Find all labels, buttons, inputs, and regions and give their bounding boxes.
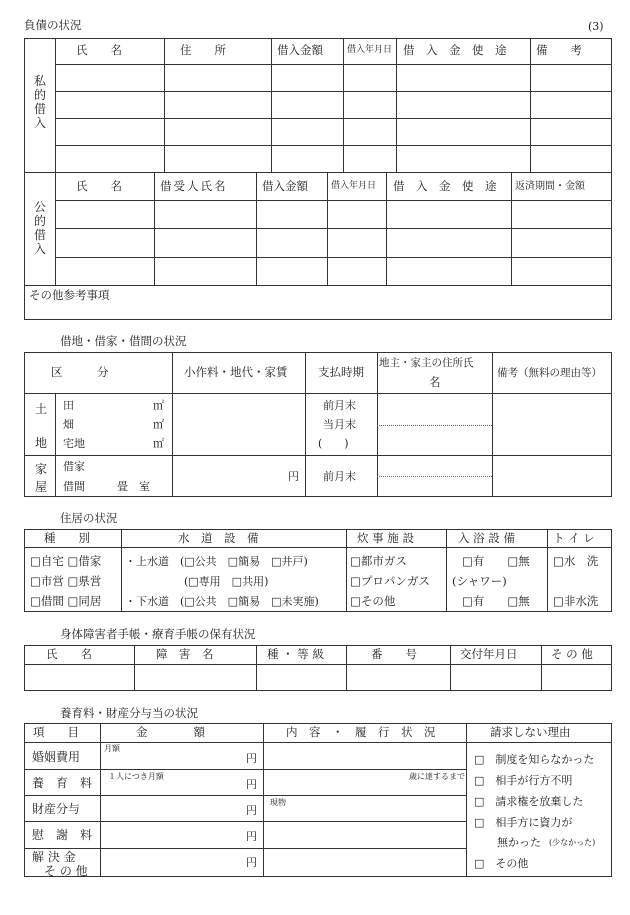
yen-4: 円 xyxy=(246,830,257,843)
public-header-amount: 借入金額 xyxy=(262,179,308,193)
housing-title: 住居の状況 xyxy=(60,511,118,525)
bath-yes-no[interactable]: □有 □無 xyxy=(462,554,530,568)
water-upper[interactable]: ・上水道 (□公共 □簡易 □井戸) xyxy=(125,555,308,568)
house-row-rented-room: 借間 xyxy=(63,480,85,493)
public-header-repayment: 返済期間・金額 xyxy=(515,181,585,192)
item-marriage-cost: 婚姻費用 xyxy=(32,750,81,764)
land-label-1: 土 xyxy=(35,402,48,416)
item-child-support: 養 育 料 xyxy=(32,776,93,790)
private-header-use: 借 入 金 使 途 xyxy=(403,43,507,57)
item-consolation: 慰 謝 料 xyxy=(32,828,93,842)
land-row-field: 田 xyxy=(63,399,74,412)
house-label-2: 屋 xyxy=(35,480,48,494)
yen-3: 円 xyxy=(246,804,257,817)
reason-small-note: (少なかった) xyxy=(549,838,596,847)
other-notes-label: その他参考事項 xyxy=(29,288,110,302)
private-header-amount: 借入金額 xyxy=(277,43,323,57)
land-row-residential: 宅地 xyxy=(63,437,85,450)
kitchen-other[interactable]: □その他 xyxy=(350,594,396,608)
support-header-item: 項 目 xyxy=(33,725,79,739)
per-person-label: １人につき月額 xyxy=(108,772,164,781)
support-header-amount: 金 額 xyxy=(136,725,205,739)
house-row-rented-house: 借家 xyxy=(63,460,85,473)
toilet-non-flush[interactable]: □非水洗 xyxy=(553,594,599,608)
private-header-name: 氏 名 xyxy=(76,43,122,57)
room-unit: 畳 室 xyxy=(117,480,150,493)
rent-yen: 円 xyxy=(288,470,299,483)
lease-header-landlord: 地主・家主の住所氏 xyxy=(379,357,474,369)
housing-header-toilet: ト イ レ xyxy=(553,531,595,545)
public-header-name: 氏 名 xyxy=(76,179,122,193)
housing-type-1[interactable]: □自宅 □借家 xyxy=(30,554,102,568)
lease-header-landlord-2: 名 xyxy=(429,375,441,389)
yen-2: 円 xyxy=(246,778,257,791)
reason-unaware[interactable]: □ 制度を知らなかった xyxy=(474,753,595,766)
item-other: そ の 他 xyxy=(44,864,88,878)
yen-1: 円 xyxy=(246,752,257,765)
lease-header-rent: 小作料・地代・家賃 xyxy=(184,365,288,379)
house-label-1: 家 xyxy=(35,462,48,476)
shower-yes-no[interactable]: □有 □無 xyxy=(462,594,530,608)
disability-header-name: 氏 名 xyxy=(46,647,92,661)
disability-title: 身体障害者手帳・療育手帳の保有状況 xyxy=(60,627,256,641)
pay-time-1: 前月末 xyxy=(323,399,356,412)
disability-header-issue-date: 交付年月日 xyxy=(460,647,518,661)
reason-no-means[interactable]: □ 相手方に資力が xyxy=(474,816,573,829)
reason-missing[interactable]: □ 相手が行方不明 xyxy=(474,774,573,787)
pay-time-3: ( ) xyxy=(318,437,349,450)
public-loan-label: 公的借入 xyxy=(33,200,46,256)
sqm-unit-2: ㎡ xyxy=(153,418,164,431)
reason-no-means-2: 無かった xyxy=(497,836,541,849)
bath-shower: (シャワー) xyxy=(452,574,507,588)
housing-type-2[interactable]: □市営 □県営 xyxy=(30,574,102,588)
item-property-division: 財産分与 xyxy=(32,802,81,816)
monthly-label: 月額 xyxy=(104,744,120,753)
housing-header-water: 水 道 設 備 xyxy=(178,531,259,545)
debt-title: 負債の状況 xyxy=(24,18,82,32)
disability-header-disability: 障 害 名 xyxy=(156,647,214,661)
water-sewer[interactable]: ・下水道 (□公共 □簡易 □未実施) xyxy=(125,595,319,608)
support-header-status: 内 容 ・ 履 行 状 況 xyxy=(286,725,436,739)
disability-header-other: そ の 他 xyxy=(551,647,593,661)
support-header-reason: 請求しない理由 xyxy=(490,725,571,739)
private-header-remarks: 備 考 xyxy=(536,43,582,57)
page-number: (3) xyxy=(588,20,604,33)
private-header-date: 借入年月日 xyxy=(347,45,393,55)
kitchen-propane[interactable]: □プロパンガス xyxy=(350,574,430,588)
item-settlement: 解 決 金 xyxy=(32,850,76,864)
public-header-borrower: 借受人氏名 xyxy=(160,179,228,193)
goods-label: 現物 xyxy=(270,798,286,807)
yen-5: 円 xyxy=(246,856,257,869)
sqm-unit-3: ㎡ xyxy=(153,437,164,450)
pay-time-4: 前月末 xyxy=(323,470,356,483)
support-title: 養育料・財産分与当の状況 xyxy=(60,706,198,720)
housing-header-type: 種 別 xyxy=(44,531,90,545)
public-header-use: 借 入 金 使 途 xyxy=(393,179,497,193)
kitchen-city-gas[interactable]: □都市ガス xyxy=(350,554,407,568)
lease-header-remarks: 備考（無料の理由等） xyxy=(497,367,602,379)
sqm-unit-1: ㎡ xyxy=(153,399,164,412)
water-exclusive[interactable]: (□専用 □共用) xyxy=(184,575,269,588)
housing-header-kitchen: 炊 事 施 設 xyxy=(357,531,414,545)
lease-header-category: 区 分 xyxy=(51,365,109,379)
reason-other[interactable]: □ その他 xyxy=(474,857,529,870)
private-loan-label: 私的借入 xyxy=(33,74,46,130)
until-age-label: 歳に達するまで xyxy=(409,772,465,781)
public-header-date: 借入年月日 xyxy=(331,181,377,191)
housing-header-bath: 入 浴 設 備 xyxy=(458,531,515,545)
disability-header-grade: 種 ・ 等 級 xyxy=(267,647,324,661)
land-row-upland: 畑 xyxy=(63,418,74,431)
land-label-2: 地 xyxy=(35,436,48,450)
disability-header-number: 番 号 xyxy=(371,647,417,661)
reason-waived[interactable]: □ 請求権を放棄した xyxy=(474,795,584,808)
toilet-flush[interactable]: □水 洗 xyxy=(553,554,599,568)
pay-time-2: 当月末 xyxy=(323,418,356,431)
private-header-address: 住 所 xyxy=(180,43,226,57)
lease-header-pay-time: 支払時期 xyxy=(318,365,364,379)
lease-title: 借地・借家・借間の状況 xyxy=(60,334,187,348)
housing-type-3[interactable]: □借間 □同居 xyxy=(30,594,102,608)
